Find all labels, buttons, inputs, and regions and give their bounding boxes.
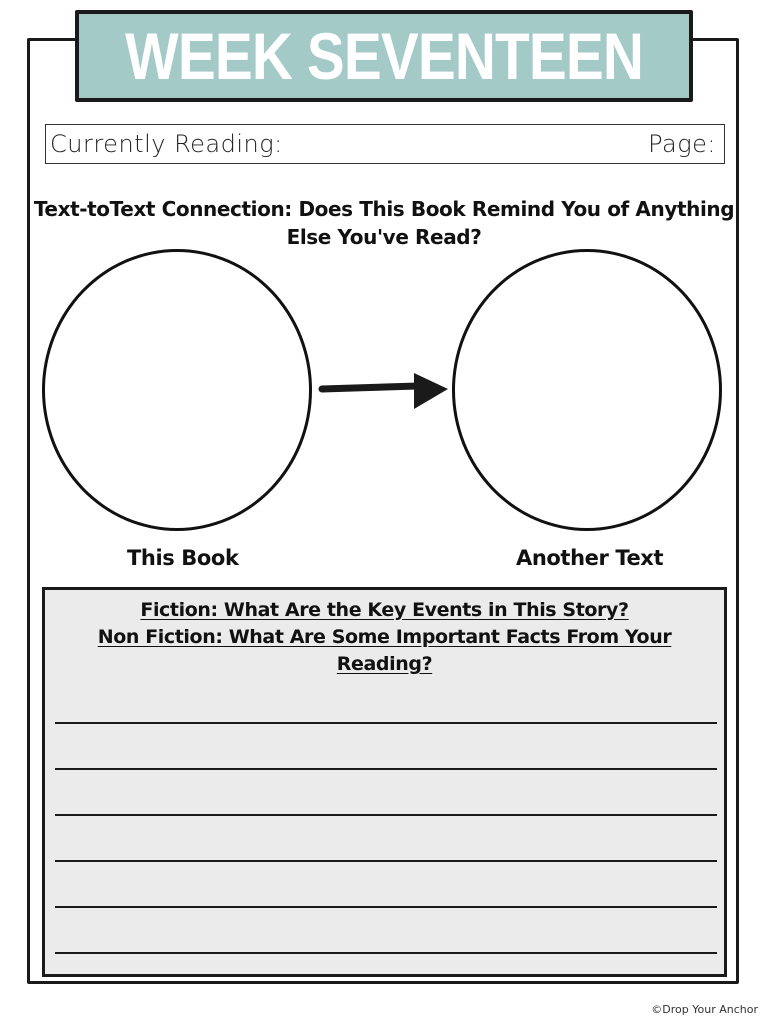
writing-line[interactable] — [55, 814, 717, 816]
page-title: WEEK SEVENTEEN — [125, 19, 643, 93]
copyright-notice: ©Drop Your Anchor — [651, 1003, 758, 1016]
arrow-right-icon — [318, 365, 453, 415]
key-events-heading — [45, 597, 724, 678]
writing-line[interactable] — [55, 722, 717, 724]
another-text-circle[interactable] — [452, 249, 722, 531]
writing-line[interactable] — [55, 860, 717, 862]
nonfiction-prompt-continued: Reading? — [336, 653, 433, 675]
fiction-prompt: Fiction: What Are the Key Events in This Story? — [140, 599, 629, 621]
title-banner — [75, 10, 693, 102]
this-book-circle[interactable] — [42, 249, 312, 531]
currently-reading-label: Currently Reading: — [50, 130, 283, 158]
another-text-label: Another Text — [516, 546, 664, 570]
connection-heading-line-1: Text-toText Connection: Does This Book Remind You of Anything — [33, 197, 735, 221]
writing-line[interactable] — [55, 768, 717, 770]
page-label: Page: — [648, 130, 716, 158]
connection-heading — [30, 195, 738, 251]
this-book-label: This Book — [127, 546, 239, 570]
writing-line[interactable] — [55, 952, 717, 954]
writing-line[interactable] — [55, 906, 717, 908]
connection-heading-line-2: Else You've Read? — [286, 225, 482, 249]
currently-reading-field[interactable] — [45, 124, 725, 164]
nonfiction-prompt: Non Fiction: What Are Some Important Facts From Your — [97, 626, 672, 648]
key-events-box — [42, 587, 727, 977]
